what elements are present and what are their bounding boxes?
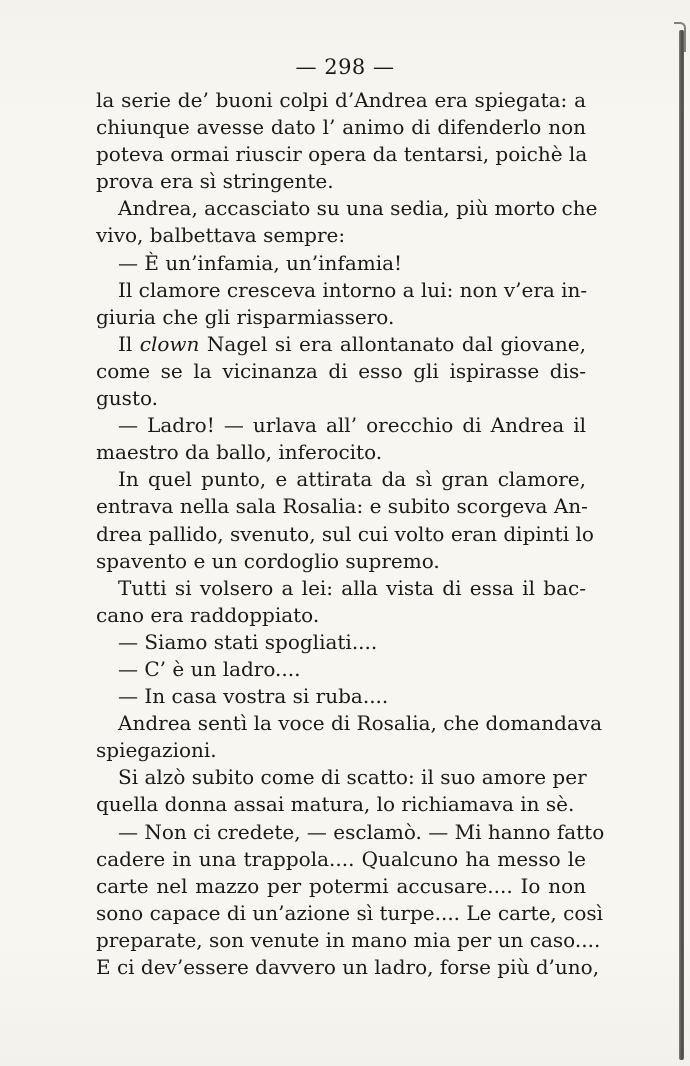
text-line: cadere in una trappola.... Qualcuno ha messo le xyxy=(96,846,586,871)
text-line: carte nel mazzo per potermi accusare.... Io non xyxy=(96,873,586,898)
text-fragment: Il xyxy=(118,331,140,356)
text-line: sono capace di un’azione sì turpe.... Le carte, così xyxy=(96,900,604,925)
text-line xyxy=(96,331,586,358)
text-line: Il clamore cresceva intorno a lui: non v’era in- xyxy=(118,277,588,302)
text-line: entrava nella sala Rosalia: e subito scorgeva An- xyxy=(96,494,588,519)
text-line: drea pallido, svenuto, sul cui volto eran dipinti lo xyxy=(96,521,594,546)
text-line: E ci dev’essere davvero un ladro, forse più d’uno, xyxy=(96,955,600,979)
text-line: Tutti si volsero a lei: alla vista di essa il bac- xyxy=(118,575,586,600)
text-line: giuria che gli risparmiassero. xyxy=(96,304,395,329)
text-line: spavento e un cordoglio supremo. xyxy=(96,548,440,573)
text-line: — Ladro! — urlava all’ orecchio di Andrea il xyxy=(118,413,586,438)
text-line: In quel punto, e attirata da sì gran clamore, xyxy=(118,467,586,492)
text-line: Si alzò subito come di scatto: il suo amore per xyxy=(118,765,587,790)
text-line: vivo, balbettava sempre: xyxy=(96,223,346,248)
text-line: maestro da ballo, inferocito. xyxy=(96,440,383,465)
text-line: spiegazioni. xyxy=(96,738,217,763)
text-line: Andrea sentì la voce di Rosalia, che domandava xyxy=(118,711,603,736)
text-line: chiunque avesse dato l’ animo di difenderlo non xyxy=(96,115,586,140)
italic-word: clown xyxy=(139,331,200,356)
text-line: Andrea, accasciato su una sedia, più morto che xyxy=(118,196,598,221)
text-line: — Non ci credete, — esclamò. — Mi hanno fatto xyxy=(118,819,605,844)
page-edge-shadow xyxy=(679,30,684,1060)
text-line: — Siamo stati spogliati.... xyxy=(118,629,378,654)
text-line: come se la vicinanza di esso gli ispirasse dis- xyxy=(96,358,586,383)
text-line: preparate, son venute in mano mia per un caso.... xyxy=(96,927,601,952)
text-line: prova era sì stringente. xyxy=(96,169,334,194)
text-line: — In casa vostra si ruba.... xyxy=(118,684,389,709)
page-number: — 298 — xyxy=(295,55,395,79)
body-text xyxy=(96,87,605,981)
text-line: — È un’infamia, un’infamia! xyxy=(118,250,403,275)
text-line: cano era raddoppiato. xyxy=(96,602,320,627)
text-line: gusto. xyxy=(96,386,159,411)
text-line: — C’ è un ladro.... xyxy=(118,656,301,681)
text-line: poteva ormai riuscir opera da tentarsi, poichè la xyxy=(96,142,588,167)
text-fragment: Nagel si era allontanato dal giovane, xyxy=(199,331,586,356)
text-line: quella donna assai matura, lo richiamava in sè. xyxy=(96,792,575,817)
text-line: la serie de’ buoni colpi d’Andrea era spiegata: a xyxy=(96,88,586,112)
